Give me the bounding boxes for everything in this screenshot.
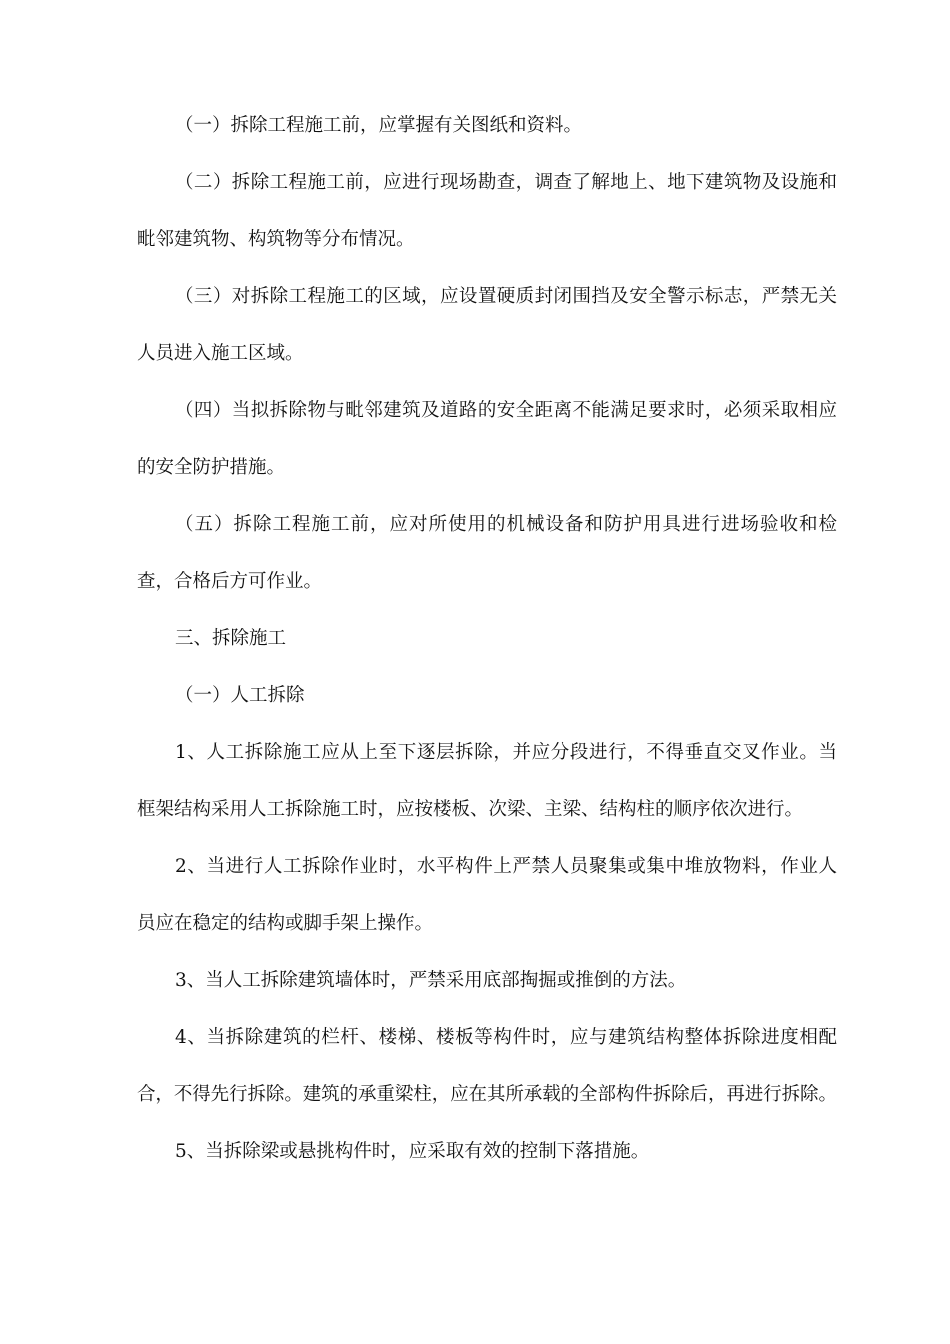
paragraph-2-line-2: 毗邻建筑物、构筑物等分布情况。 (137, 229, 415, 250)
paragraph-12-line-1: 5、当拆除梁或悬挑构件时，应采取有效的控制下落措施。 (175, 1141, 650, 1162)
paragraph-1-line-1: （一）拆除工程施工前，应掌握有关图纸和资料。 (175, 115, 583, 136)
paragraph-5-line-1: （五）拆除工程施工前，应对所使用的机械设备和防护用具进行进场验收和检 (175, 514, 839, 535)
paragraph-3-line-2: 人员进入施工区域。 (137, 343, 304, 364)
paragraph-2-line-1: （二）拆除工程施工前，应进行现场勘查，调查了解地上、地下建筑物及设施和 (175, 172, 838, 193)
paragraph-7-line-1: （一）人工拆除 (175, 685, 305, 706)
paragraph-4-line-2: 的安全防护措施。 (137, 457, 286, 478)
paragraph-5-line-2: 查，合格后方可作业。 (137, 571, 323, 592)
paragraph-11-line-2: 合，不得先行拆除。建筑的承重梁柱，应在其所承载的全部构件拆除后，再进行拆除。 (137, 1084, 837, 1105)
paragraph-9-line-1: 2、当进行人工拆除作业时，水平构件上严禁人员聚集或集中堆放物料，作业人 (175, 856, 838, 877)
paragraph-4-line-1: （四）当拟拆除物与毗邻建筑及道路的安全距离不能满足要求时，必须采取相应 (175, 400, 838, 421)
paragraph-8-line-1: 1、人工拆除施工应从上至下逐层拆除，并应分段进行，不得垂直交叉作业。当 (175, 742, 838, 763)
paragraph-10-line-1: 3、当人工拆除建筑墙体时，严禁采用底部掏掘或推倒的方法。 (175, 970, 687, 991)
paragraph-11-line-1: 4、当拆除建筑的栏杆、楼梯、楼板等构件时，应与建筑结构整体拆除进度相配 (175, 1027, 838, 1048)
paragraph-3-line-1: （三）对拆除工程施工的区域，应设置硬质封闭围挡及安全警示标志，严禁无关 (175, 286, 838, 307)
paragraph-9-line-2: 员应在稳定的结构或脚手架上操作。 (137, 913, 434, 934)
paragraph-6-line-1: 三、拆除施工 (175, 628, 287, 649)
paragraph-8-line-2: 框架结构采用人工拆除施工时，应按楼板、次梁、主梁、结构柱的顺序依次进行。 (137, 799, 804, 820)
